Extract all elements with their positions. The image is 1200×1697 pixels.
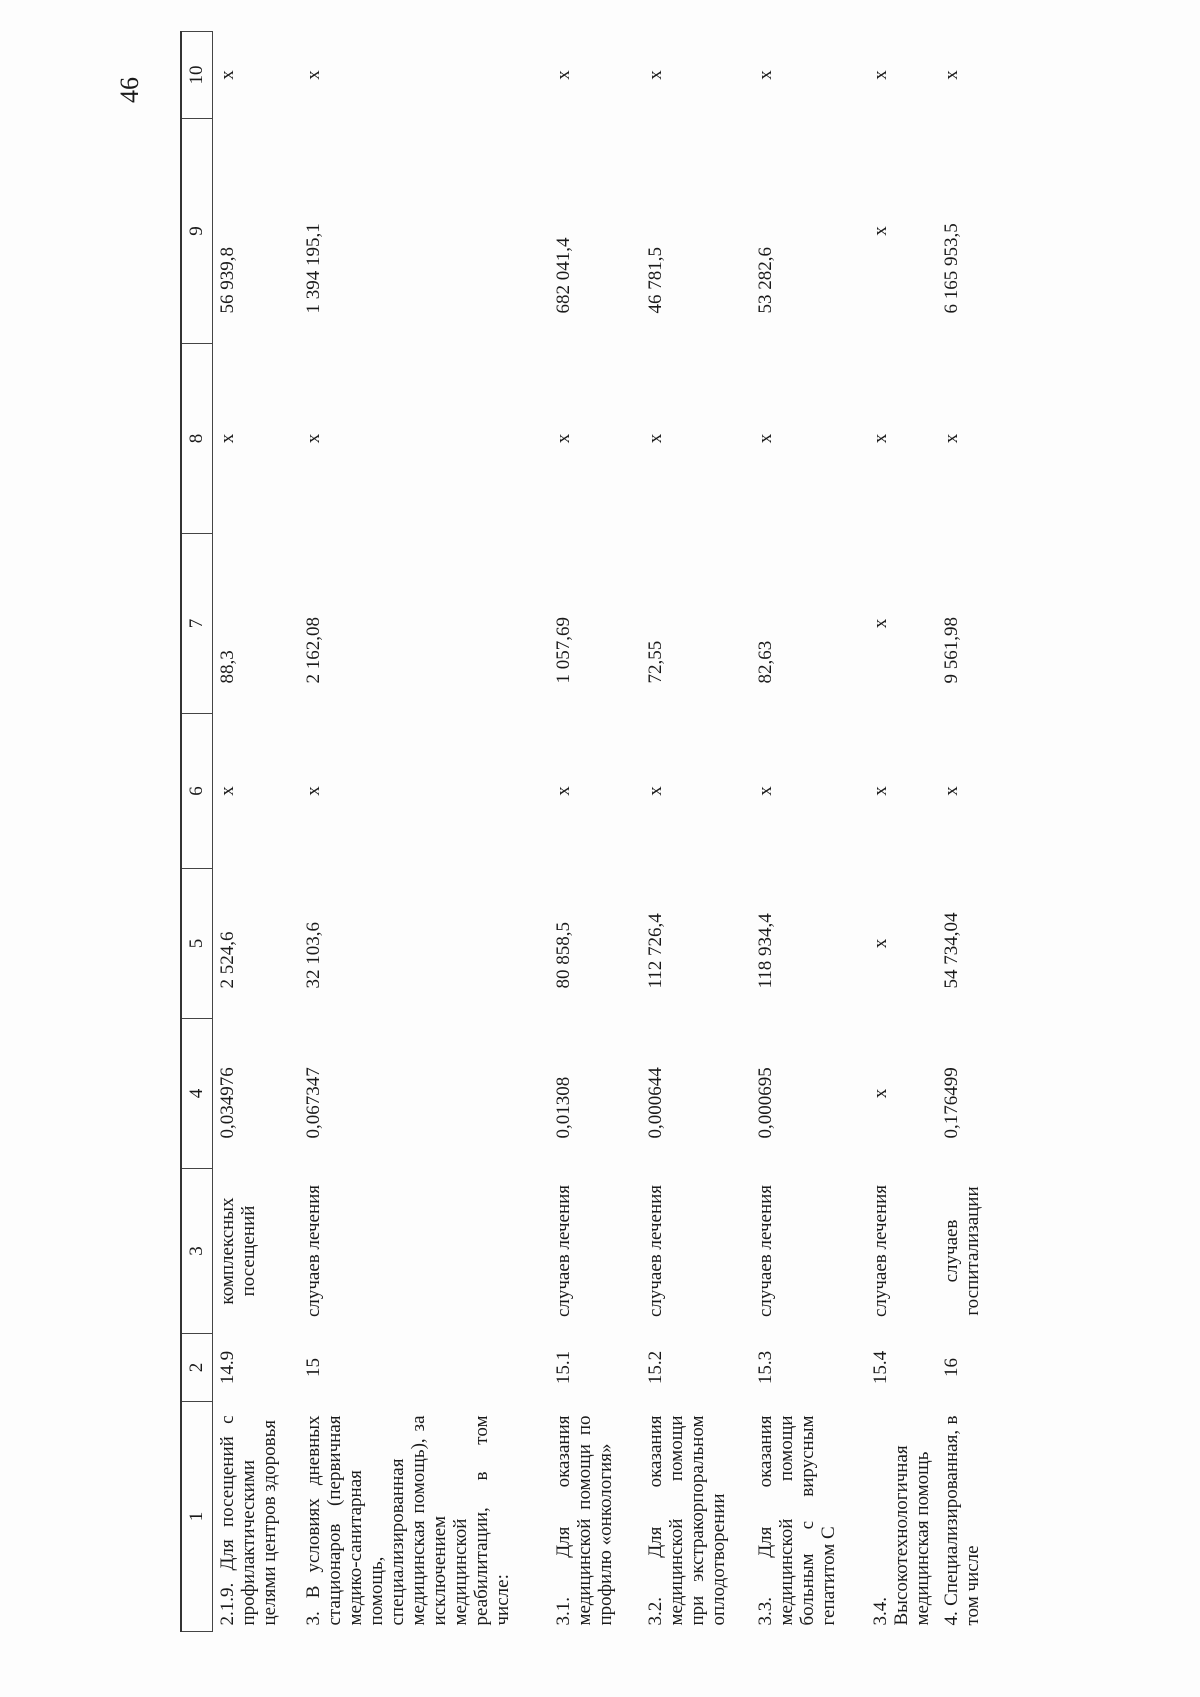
cell-col8: x (217, 433, 238, 444)
cell-col9: 682 041,4 (552, 237, 574, 314)
row-name: 2.1.9. Для посещений с профилактическими целями центров здоровья (217, 1415, 280, 1626)
cell-col4: 0,000644 (644, 1067, 666, 1139)
row-code: 16 (940, 1358, 962, 1377)
cell-col7: 2 162,08 (302, 617, 324, 684)
column-header: 1 (181, 1402, 213, 1632)
row-code: 15.3 (754, 1350, 776, 1385)
column-header: 3 (181, 1169, 213, 1334)
cell-col9: 46 781,5 (644, 247, 666, 314)
cell-col9: 56 939,8 (217, 247, 238, 314)
data-table (180, 31, 1007, 1632)
row-name: 3. В условиях дневных стационаров (первичная медико-санитарная помощь, специализированная медицинская помощь), за исключением медицинской реабилитации, в том числе: (302, 1415, 513, 1626)
cell-col7: 1 057,69 (552, 617, 574, 684)
cell-col7: 82,63 (754, 640, 776, 684)
cell-col10: x (940, 70, 962, 80)
cell-col5: 54 734,04 (940, 912, 962, 989)
row-unit: комплексных посещений (217, 1197, 259, 1305)
cell-col7: x (869, 618, 891, 629)
cell-col6: x (217, 786, 238, 796)
table-row (866, 32, 937, 1632)
table-row (549, 32, 641, 1632)
cell-col5: 2 524,6 (217, 931, 238, 989)
row-name: 3.4. Высокотехнологичная медицинская помощь (869, 1445, 933, 1626)
row-unit: случаев лечения (754, 1184, 776, 1318)
cell-col8: x (552, 433, 574, 444)
cell-col8: x (940, 433, 962, 444)
cell-col8: x (754, 433, 776, 444)
cell-col7: 72,55 (644, 640, 666, 684)
cell-col4: 0,067347 (302, 1067, 324, 1139)
cell-col10: x (869, 70, 891, 80)
column-header: 10 (181, 32, 213, 119)
cell-col10: x (754, 70, 776, 80)
cell-col10: x (644, 70, 666, 80)
column-header: 9 (181, 119, 213, 344)
cell-col5: 112 726,4 (644, 913, 666, 989)
cell-col10: x (217, 70, 238, 80)
row-unit: случаев лечения (302, 1184, 324, 1318)
cell-col4: 0,176499 (940, 1067, 962, 1139)
cell-col6: x (869, 786, 891, 796)
cell-col7: 9 561,98 (940, 617, 962, 684)
cell-col6: x (552, 786, 574, 796)
cell-col10: x (302, 70, 324, 80)
cell-col4: 0,034976 (217, 1067, 238, 1139)
row-unit: случаев лечения (552, 1184, 574, 1318)
cell-col6: x (302, 786, 324, 796)
row-code: 15 (302, 1358, 324, 1377)
column-header: 5 (181, 869, 213, 1019)
table-row (213, 32, 299, 1632)
column-header: 8 (181, 344, 213, 534)
row-code: 14.9 (217, 1350, 238, 1385)
cell-col9: 53 282,6 (754, 247, 776, 314)
cell-col5: x (869, 938, 891, 949)
cell-col5: 32 103,6 (302, 922, 324, 989)
column-header: 7 (181, 534, 213, 714)
column-header: 4 (181, 1019, 213, 1169)
cell-col9: 1 394 195,1 (302, 223, 324, 314)
cell-col7: 88,3 (217, 650, 238, 684)
cell-col5: 118 934,4 (754, 913, 776, 989)
column-header: 2 (181, 1334, 213, 1402)
cell-col8: x (869, 433, 891, 444)
row-name: 4. Специализированная, в том числе (940, 1415, 983, 1626)
table-row (641, 32, 751, 1632)
row-code: 15.4 (869, 1350, 891, 1385)
cell-col4: 0,000695 (754, 1067, 776, 1139)
cell-col6: x (644, 786, 666, 796)
cell-col8: x (644, 433, 666, 444)
table-row (299, 32, 549, 1632)
cell-col10: x (552, 70, 574, 80)
table-row (751, 32, 866, 1632)
page-number: 46 (115, 77, 144, 103)
cell-col4: x (869, 1088, 891, 1099)
cell-col6: x (754, 786, 776, 796)
row-code: 15.1 (552, 1350, 574, 1385)
row-code: 15.2 (644, 1350, 666, 1385)
cell-col5: 80 858,5 (552, 922, 574, 989)
row-unit: случаев госпитализации (940, 1186, 983, 1316)
cell-col9: 6 165 953,5 (940, 223, 962, 314)
row-unit: случаев лечения (644, 1184, 666, 1318)
row-name: 3.2. Для оказания медицинской помощи при экстракорпоральном оплодотворении (644, 1415, 729, 1626)
row-name: 3.1. Для оказания медицинской помощи по профилю «онкология» (552, 1415, 616, 1626)
cell-col6: x (940, 786, 962, 796)
cell-col8: x (302, 433, 324, 444)
table-header-row (181, 32, 213, 1632)
column-header: 6 (181, 714, 213, 869)
table-container (180, 32, 1007, 1632)
row-name: 3.3. Для оказания медицинской помощи больным с вирусным гепатитом С (754, 1415, 839, 1626)
row-unit: случаев лечения (869, 1184, 891, 1318)
cell-col9: x (869, 226, 891, 236)
cell-col4: 0,01308 (552, 1076, 574, 1139)
table-row (937, 32, 1007, 1632)
